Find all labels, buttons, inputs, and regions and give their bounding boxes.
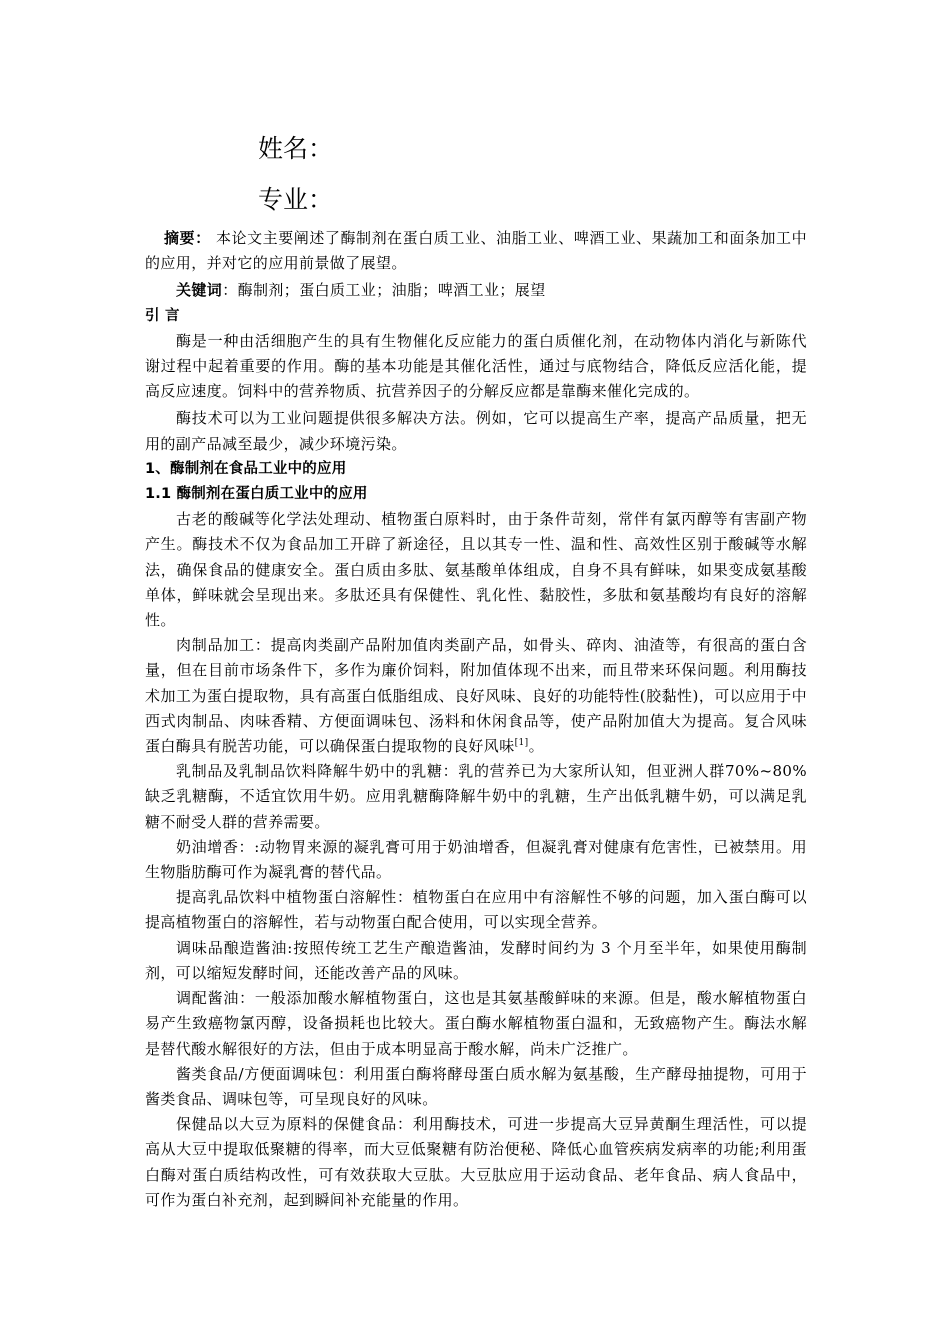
- abstract-label: 摘要：: [164, 229, 211, 247]
- section-paragraph-9: 保健品以大豆为原料的保健食品：利用酶技术，可进一步提高大豆异黄酮生理活性，可以提高从大豆中提取低聚糖的得率，而大豆低聚糖有防治便秘、降低心血管疾病发病率的功能;利用蛋白酶对蛋白质结构改性，可有效获取大豆肽。大豆肽应用于运动食品、老年食品、病人食品中，可作为蛋白补充剂，起到瞬间补充能量的作用。: [145, 1115, 807, 1209]
- section-paragraph-7: 调配酱油：一般添加酸水解植物蛋白，这也是其氨基酸鲜味的来源。但是，酸水解植物蛋白易产生致癌物氯丙醇，设备损耗也比较大。蛋白酶水解植物蛋白温和，无致癌物产生。酶法水解是替代酸水解很好的方法，但由于成本明显高于酸水解，尚未广泛推广。: [145, 989, 807, 1058]
- section-paragraph-6: 调味品酿造酱油:按照传统工艺生产酿造酱油，发酵时间约为 3 个月至半年，如果使用酶制剂，可以缩短发酵时间，还能改善产品的风味。: [145, 938, 807, 982]
- abstract-text: 本论文主要阐述了酶制剂在蛋白质工业、油脂工业、啤酒工业、果蔬加工和面条加工中的应用，并对它的应用前景做了展望。: [145, 229, 807, 273]
- document-body: [145, 226, 807, 1213]
- keywords-paragraph: [145, 278, 807, 303]
- abstract-paragraph: [145, 226, 807, 276]
- section-1-1-heading: 1.1 酶制剂在蛋白质工业中的应用: [145, 486, 368, 503]
- keywords-label: 关键词: [176, 281, 223, 300]
- section-paragraph-8: 酱类食品/方便面调味包：利用蛋白酶将酵母蛋白质水解为氨基酸，生产酵母抽提物，可用于酱类食品、调味包等，可呈现良好的风味。: [145, 1064, 807, 1108]
- section-1-heading: 1、酶制剂在食品工业中的应用: [145, 460, 347, 477]
- section-paragraph-2-end: 。: [528, 737, 544, 756]
- section-paragraph-2-text: 肉制品加工：提高肉类副产品附加值肉类副产品，如骨头、碎肉、油渣等，有很高的蛋白含量，但在目前市场条件下，多作为廉价饲料，附加值体现不出来，而且带来环保问题。利用酶技术加工为蛋白提取物，具有高蛋白低脂组成、良好风味、良好的功能特性(胶黏性)，可以应用于中西式肉制品、肉味香精、方便面调味包、汤料和休闲食品等，使产品附加值大为提高。复合风味蛋白酶具有脱苦功能，可以确保蛋白提取物的良好风味: [145, 636, 807, 756]
- name-label: 姓名：: [258, 134, 334, 163]
- section-paragraph-5: 提高乳品饮料中植物蛋白溶解性：植物蛋白在应用中有溶解性不够的问题，加入蛋白酶可以提高植物蛋白的溶解性，若与动物蛋白配合使用，可以实现全营养。: [145, 888, 807, 932]
- section-paragraph-4: 奶油增香：:动物胃来源的凝乳膏可用于奶油增香，但凝乳膏对健康有危害性，已被禁用。用生物脂肪酶可作为凝乳膏的替代品。: [145, 837, 807, 882]
- major-label: 专业：: [258, 185, 334, 214]
- intro-paragraph-2: 酶技术可以为工业问题提供很多解决方法。例如，它可以提高生产率，提高产品质量，把无用的副产品减至最少，减少环境污染。: [145, 409, 807, 453]
- keywords-text: ：酶制剂；蛋白质工业；油脂；啤酒工业；展望: [222, 281, 546, 300]
- intro-heading: 引 言: [145, 307, 180, 324]
- section-paragraph-2: [145, 633, 807, 759]
- intro-paragraph-1: 酶是一种由活细胞产生的具有生物催化反应能力的蛋白质催化剂，在动物体内消化与新陈代谢过程中起着重要的作用。酶的基本功能是其催化活性，通过与底物结合，降低反应活化能，提高反应速度。饲料中的营养物质、抗营养因子的分解反应都是靠酶来催化完成的。: [145, 331, 807, 401]
- section-paragraph-3: 乳制品及乳制品饮料降解牛奶中的乳糖：乳的营养已为大家所认知，但亚洲人群70%~80%缺乏乳糖酶，不适宜饮用牛奶。应用乳糖酶降解牛奶中的乳糖，生产出低乳糖牛奶，可以满足乳糖不耐受人群的营养需要。: [145, 762, 807, 831]
- citation-ref: [1]: [514, 738, 529, 749]
- section-paragraph-1: 古老的酸碱等化学法处理动、植物蛋白原料时，由于条件苛刻，常伴有氯丙醇等有害副产物产生。酶技术不仅为食品加工开辟了新途径，且以其专一性、温和性、高效性区别于酸碱等水解法，确保食品的健康安全。蛋白质由多肽、氨基酸单体组成，自身不具有鲜味，如果变成氨基酸单体，鲜味就会呈现出来。多肽还具有保健性、乳化性、黏胶性，多肽和氨基酸均有良好的溶解性。: [145, 510, 807, 630]
